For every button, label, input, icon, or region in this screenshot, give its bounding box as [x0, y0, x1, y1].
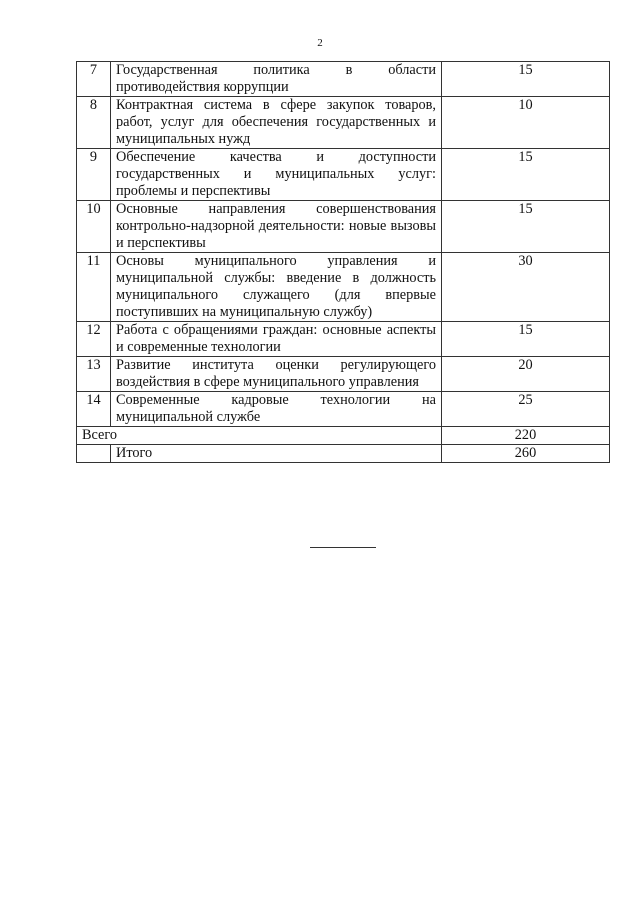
table-row — [77, 149, 610, 201]
course-title: Основные направления совершенствования контрольно-надзорной деятельности: новые вызовы и перспективы — [111, 201, 442, 253]
table-row — [77, 201, 610, 253]
course-hours: 20 — [442, 357, 610, 392]
row-number: 7 — [77, 62, 111, 97]
course-hours: 15 — [442, 322, 610, 357]
subtotal-row — [77, 427, 610, 445]
row-number: 13 — [77, 357, 111, 392]
course-title: Обеспечение качества и доступности государственных и муниципальных услуг: проблемы и перспективы — [111, 149, 442, 201]
course-hours: 15 — [442, 149, 610, 201]
row-number: 9 — [77, 149, 111, 201]
page-number: 2 — [317, 37, 323, 49]
total-label: Итого — [111, 445, 442, 463]
course-title: Работа с обращениями граждан: основные аспекты и современные технологии — [111, 322, 442, 357]
course-title: Современные кадровые технологии на муниципальной службе — [111, 392, 442, 427]
table-row — [77, 62, 610, 97]
total-empty-cell — [77, 445, 111, 463]
row-number: 10 — [77, 201, 111, 253]
row-number: 14 — [77, 392, 111, 427]
course-hours: 15 — [442, 201, 610, 253]
course-title: Развитие института оценки регулирующего воздействия в сфере муниципального управления — [111, 357, 442, 392]
row-number: 8 — [77, 97, 111, 149]
row-number: 11 — [77, 253, 111, 322]
course-hours: 25 — [442, 392, 610, 427]
subtotal-label: Всего — [77, 427, 442, 445]
table-row — [77, 357, 610, 392]
course-hours: 15 — [442, 62, 610, 97]
total-hours: 260 — [442, 445, 610, 463]
row-number: 12 — [77, 322, 111, 357]
program-table — [76, 61, 610, 463]
end-divider-line — [310, 547, 376, 548]
table-row — [77, 392, 610, 427]
course-hours: 10 — [442, 97, 610, 149]
course-title: Контрактная система в сфере закупок товаров, работ, услуг для обеспечения государственных и муниципальных нужд — [111, 97, 442, 149]
table-row — [77, 322, 610, 357]
course-hours: 30 — [442, 253, 610, 322]
course-title: Основы муниципального управления и муниципальной службы: введение в должность муниципального служащего (для впервые поступивших на муниципальную службу) — [111, 253, 442, 322]
course-title: Государственная политика в области противодействия коррупции — [111, 62, 442, 97]
table-row — [77, 253, 610, 322]
total-row — [77, 445, 610, 463]
subtotal-hours: 220 — [442, 427, 610, 445]
table-row — [77, 97, 610, 149]
